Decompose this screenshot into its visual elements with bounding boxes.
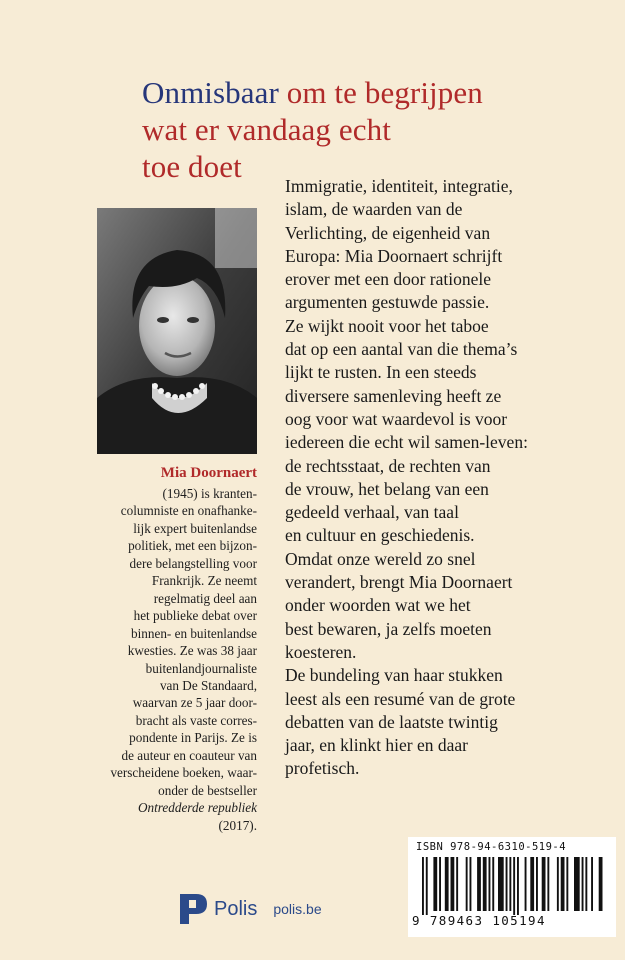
headline-line-2: wat er vandaag echt bbox=[142, 112, 391, 147]
blurb-line: dat op een aantal van die thema’s bbox=[285, 339, 518, 360]
blurb-line: debatten van de laatste twintig bbox=[285, 711, 498, 732]
bio-line: binnen- en buitenlandse bbox=[131, 625, 257, 641]
barcode-icon bbox=[420, 857, 604, 915]
blurb-line: erover met een door rationele bbox=[285, 269, 492, 290]
blurb bbox=[285, 175, 615, 781]
blurb-line: leest als een resumé van de grote bbox=[285, 688, 516, 709]
bio-line: politiek, met een bijzon- bbox=[128, 538, 257, 554]
blurb-line: koesteren. bbox=[285, 641, 357, 662]
blurb-line: Omdat onze wereld zo snel bbox=[285, 548, 476, 569]
bio-line: pondente in Parijs. Ze is bbox=[129, 730, 257, 746]
bio-line: lijk expert buitenlandse bbox=[133, 520, 257, 536]
bio-line: Ontredderde republiek bbox=[137, 800, 257, 816]
blurb-line: onder woorden wat we het bbox=[285, 595, 471, 616]
author-name: Mia Doornaert bbox=[160, 465, 257, 481]
blurb-line: de rechtsstaat, de rechten van bbox=[285, 455, 491, 476]
bio-line: regelmatig deel aan bbox=[153, 590, 257, 606]
headline-line-1-rest: om te begrijpen bbox=[278, 75, 483, 110]
publisher-url[interactable]: polis.be bbox=[273, 901, 322, 917]
blurb-line: verandert, brengt Mia Doornaert bbox=[285, 572, 513, 593]
isbn-label: ISBN 978-94-6310-519-4 bbox=[416, 841, 567, 853]
bio-line: dere belangstelling voor bbox=[129, 555, 257, 571]
bio-line: van De Standaard, bbox=[159, 677, 257, 693]
barcode-digits: 9 789463 105194 bbox=[412, 913, 546, 928]
author-bio bbox=[97, 463, 257, 834]
bio-line: verscheidene boeken, waar- bbox=[110, 765, 257, 781]
headline-line-3: toe doet bbox=[142, 149, 242, 184]
headline-line-1 bbox=[142, 74, 483, 111]
blurb-line: Verlichting, de eigenheid van bbox=[285, 222, 491, 243]
bio-line: onder de bestseller bbox=[158, 782, 257, 798]
blurb-line: islam, de waarden van de bbox=[285, 199, 463, 220]
blurb-line: best bewaren, ja zelfs moeten bbox=[285, 618, 492, 639]
blurb-line: lijkt te rusten. In een steeds bbox=[285, 362, 477, 383]
blurb-line: Europa: Mia Doornaert schrijft bbox=[285, 245, 503, 266]
headline bbox=[142, 74, 483, 185]
publisher-name: Polis bbox=[214, 897, 258, 920]
blurb-line: Immigratie, identiteit, integratie, bbox=[285, 176, 513, 196]
publisher bbox=[180, 893, 322, 925]
blurb-line: iedereen die echt wil samen-leven: bbox=[285, 432, 528, 453]
headline-emphasis: Onmisbaar bbox=[142, 75, 279, 110]
blurb-line: gedeeld verhaal, van taal bbox=[285, 502, 459, 523]
blurb-line: diversere samenleving heeft ze bbox=[285, 385, 502, 406]
blurb-line: de vrouw, het belang van een bbox=[285, 478, 489, 499]
bio-line: (1945) is kranten- bbox=[162, 486, 257, 501]
author-photo bbox=[97, 208, 257, 454]
blurb-line: oog voor wat waardevol is voor bbox=[285, 408, 508, 429]
bio-line: de auteur en coauteur van bbox=[121, 747, 257, 763]
blurb-line: Ze wijkt nooit voor het taboe bbox=[285, 315, 489, 336]
bio-line: het publieke debat over bbox=[133, 608, 257, 624]
bio-line: waarvan ze 5 jaar door- bbox=[132, 695, 257, 711]
bio-line: columniste en onafhanke- bbox=[120, 503, 257, 519]
bio-line: kwesties. Ze was 38 jaar bbox=[127, 643, 257, 659]
polis-logo-icon bbox=[180, 894, 207, 924]
blurb-line: argumenten gestuwde passie. bbox=[285, 292, 490, 313]
blurb-line: De bundeling van haar stukken bbox=[285, 665, 503, 686]
bio-line: (2017). bbox=[218, 817, 257, 833]
bio-line: bracht als vaste corres- bbox=[135, 712, 257, 728]
blurb-line: en cultuur en geschiedenis. bbox=[285, 525, 475, 546]
bio-line: buitenlandjournaliste bbox=[145, 660, 257, 676]
blurb-line: profetisch. bbox=[285, 758, 360, 779]
blurb-line: jaar, en klinkt hier en daar bbox=[285, 735, 468, 756]
barcode-box bbox=[408, 837, 616, 937]
bio-line: Frankrijk. Ze neemt bbox=[151, 573, 257, 589]
